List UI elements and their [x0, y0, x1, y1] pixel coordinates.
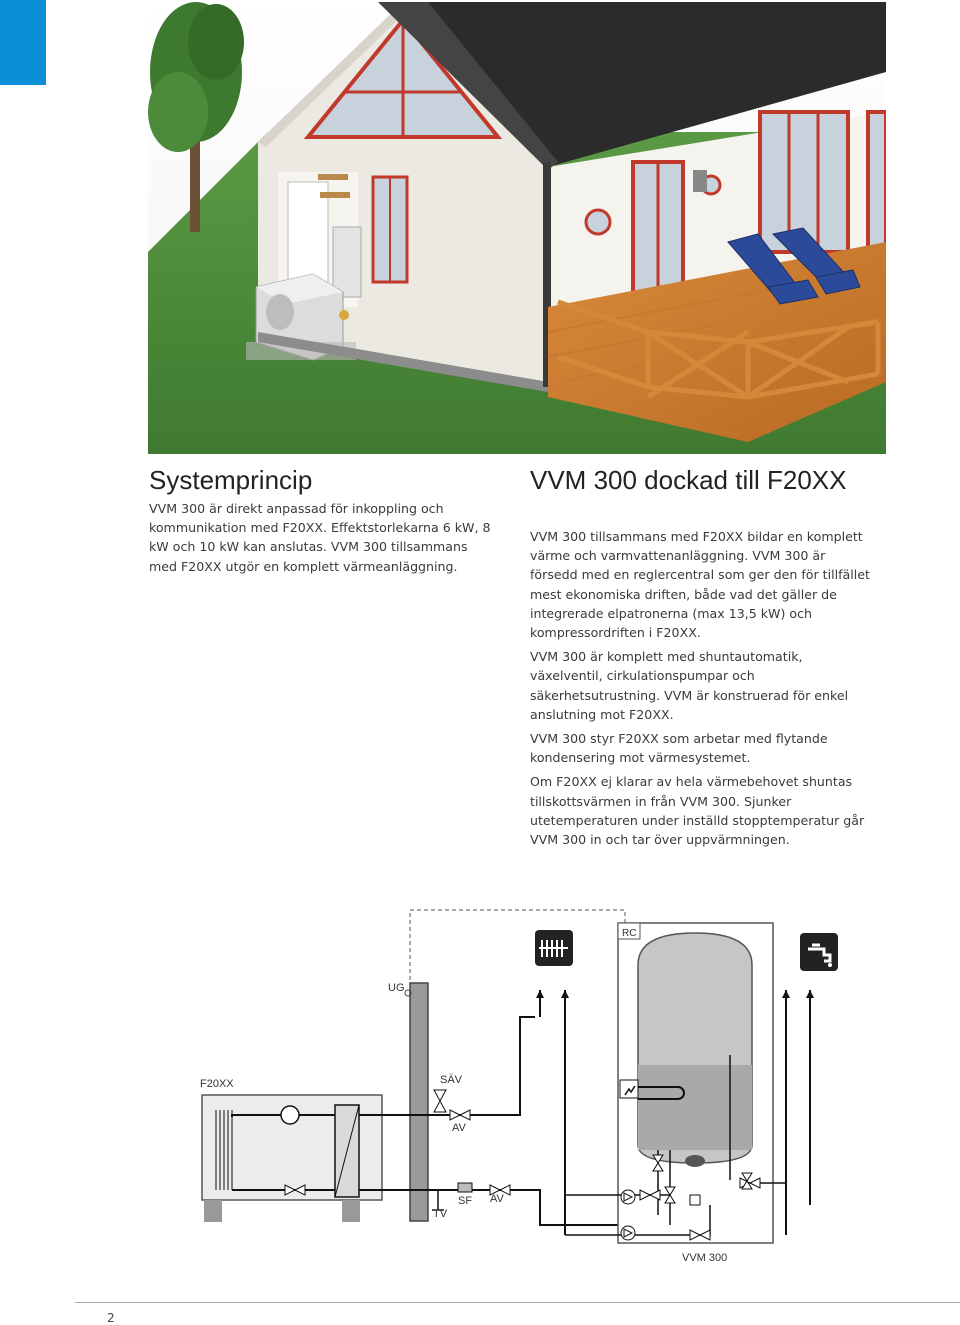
label-av-2: AV [490, 1193, 504, 1205]
tap-icon [800, 933, 838, 971]
paragraph: VVM 300 är komplett med shuntautomatik, växelventil, cirkulationspumpar och säkerhetsutrustning. VVM är konstruerad för enkel anslutning mot F20XX. [530, 649, 849, 722]
house-illustration [148, 2, 886, 454]
label-rc: RC [622, 928, 637, 939]
system-diagram-svg [190, 905, 850, 1275]
section-tab [0, 0, 46, 85]
page-number: 2 [107, 1311, 115, 1325]
label-f20xx: F20XX [200, 1078, 234, 1090]
house-illustration-svg [148, 2, 886, 454]
paragraph: VVM 300 tillsammans med F20XX bildar en komplett värme och varmvattenanläggning. VVM 300 är försedd med en reglercentral som ger den för tillfället mest ekonomiska driften, både vad det gäller de integrerade elpatronerna (max 13,5 kW) och kompressordriften i F20XX. [530, 529, 870, 641]
label-vvm300: VVM 300 [682, 1252, 728, 1264]
footer-rule [75, 1302, 960, 1303]
compressor-icon [281, 1106, 299, 1124]
vvm-dockad-text [530, 527, 870, 854]
system-diagram [190, 905, 850, 1275]
section-heading-systemprincip: Systemprincip [149, 465, 313, 495]
label-sf: SF [458, 1195, 473, 1207]
section-heading-vvm-dockad: VVM 300 dockad till F20XX [530, 465, 847, 495]
systemprincip-text: VVM 300 är direkt anpassad för inkoppling och kommunikation med F20XX. Effektstorlekarna 6 kW, 8 kW och 10 kW kan anslutas. VVM 300 tillsammans med F20XX utgör en komplett värmeanläggning. [149, 501, 491, 574]
label-sav: SÄV [440, 1074, 463, 1086]
paragraph: VVM 300 styr F20XX som arbetar med flytande kondensering mot värmesystemet. [530, 731, 828, 766]
label-av-1: AV [452, 1122, 466, 1134]
paragraph: Om F20XX ej klarar av hela värmebehovet shuntas tillskottsvärmen in från VVM 300. Sjunker utetemperaturen under inställd stopptemperatur går VVM 300 in och tar över uppvärmningen. [530, 774, 865, 848]
label-tv: TV [433, 1208, 448, 1220]
label-ug: UG [388, 982, 405, 994]
